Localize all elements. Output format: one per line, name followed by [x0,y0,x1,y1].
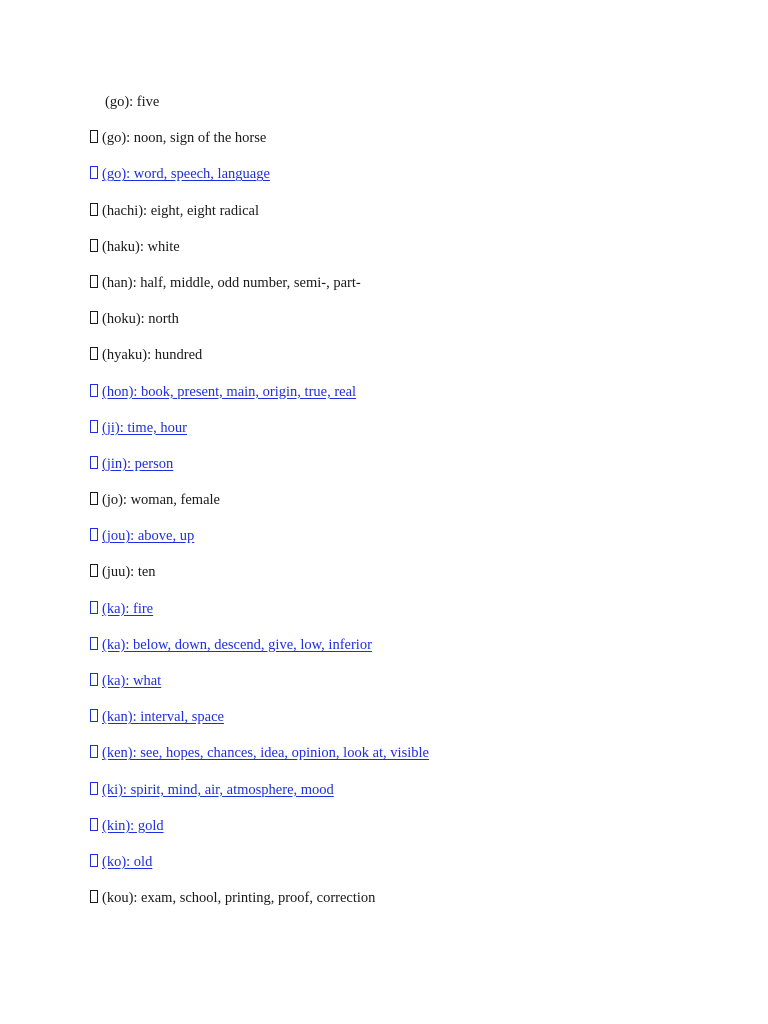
kanji-entry-link[interactable] [90,420,187,436]
kanji-entry-text [90,564,156,580]
list-item [90,635,429,671]
kanji-entry-text [90,275,361,291]
missing-glyph-icon [90,564,98,577]
kanji-entry-text [90,492,220,508]
missing-glyph-icon [90,673,98,686]
missing-glyph-icon [90,239,98,252]
kanji-entry-link[interactable] [90,709,224,725]
list-item [90,816,429,852]
kanji-entry-link[interactable] [90,782,334,798]
kanji-entry-text [90,130,266,146]
entry-label: (kan): interval, space [102,709,224,726]
kanji-entry-link[interactable] [90,601,153,617]
list-item [90,852,429,888]
entry-label: (hyaku): hundred [102,347,203,364]
kanji-entry-text [90,890,375,906]
missing-glyph-icon [90,709,98,722]
kanji-entry-link[interactable] [90,637,372,653]
list-item [90,237,429,273]
kanji-entry-text [90,203,259,219]
list-item [90,128,429,164]
kanji-entry-link[interactable] [90,673,161,689]
list-item [90,345,429,381]
list-item [90,743,429,779]
list-item [90,164,429,200]
list-item [90,707,429,743]
missing-glyph-icon [90,782,98,795]
kanji-entry-link[interactable] [90,854,152,870]
entry-label: (go): word, speech, language [102,166,270,183]
list-item [90,599,429,635]
kanji-entry-link[interactable] [90,166,270,182]
kanji-entry-text [105,94,159,110]
missing-glyph-icon [90,890,98,903]
entry-label: (kou): exam, school, printing, proof, correction [102,890,376,907]
list-item [90,490,429,526]
entry-label: (hachi): eight, eight radical [102,202,260,219]
missing-glyph-icon [90,854,98,867]
entry-label: (go): five [105,94,160,110]
entry-label: (hon): book, present, main, origin, true, real [102,383,357,400]
list-item [90,309,429,345]
entry-label: (han): half, middle, odd number, semi-, part- [102,274,361,291]
kanji-list [90,92,429,924]
entry-label: (ken): see, hopes, chances, idea, opinion, look at, visible [102,745,429,762]
missing-glyph-icon [90,456,98,469]
list-item [90,888,429,924]
entry-label: (go): noon, sign of the horse [102,130,267,147]
list-item [90,92,429,128]
entry-label: (juu): ten [102,564,156,581]
missing-glyph-icon [90,637,98,650]
missing-glyph-icon [90,347,98,360]
entry-label: (ka): what [102,673,162,689]
kanji-entry-link[interactable] [90,384,356,400]
entry-label: (ji): time, hour [102,419,187,436]
missing-glyph-icon [90,492,98,505]
list-item [90,454,429,490]
entry-label: (ka): below, down, descend, give, low, inferior [102,636,372,653]
kanji-entry-link[interactable] [90,745,429,761]
list-item [90,780,429,816]
missing-glyph-icon [90,528,98,541]
entry-label: (jou): above, up [102,528,195,545]
entry-label: (hoku): north [102,311,179,328]
missing-glyph-icon [90,745,98,758]
kanji-entry-link[interactable] [90,528,194,544]
kanji-entry-text [90,239,180,255]
list-item [90,526,429,562]
missing-glyph-icon [90,384,98,397]
missing-glyph-icon [90,275,98,288]
entry-label: (ko): old [102,853,153,870]
kanji-entry-text [90,311,179,327]
kanji-entry-text [90,347,202,363]
list-item [90,671,429,707]
kanji-entry-link[interactable] [90,818,164,834]
entry-label: (ki): spirit, mind, air, atmosphere, mood [102,781,334,798]
list-item [90,382,429,418]
missing-glyph-icon [90,420,98,433]
entry-label: (jo): woman, female [102,492,220,509]
missing-glyph-icon [90,818,98,831]
missing-glyph-icon [90,130,98,143]
entry-label: (jin): person [102,455,174,472]
missing-glyph-icon [90,311,98,324]
list-item [90,418,429,454]
entry-label: (haku): white [102,238,180,255]
kanji-entry-link[interactable] [90,456,173,472]
list-item [90,201,429,237]
list-item [90,562,429,598]
entry-label: (kin): gold [102,817,164,834]
list-item [90,273,429,309]
missing-glyph-icon [90,203,98,216]
missing-glyph-icon [90,166,98,179]
entry-label: (ka): fire [102,600,154,617]
missing-glyph-icon [90,601,98,614]
